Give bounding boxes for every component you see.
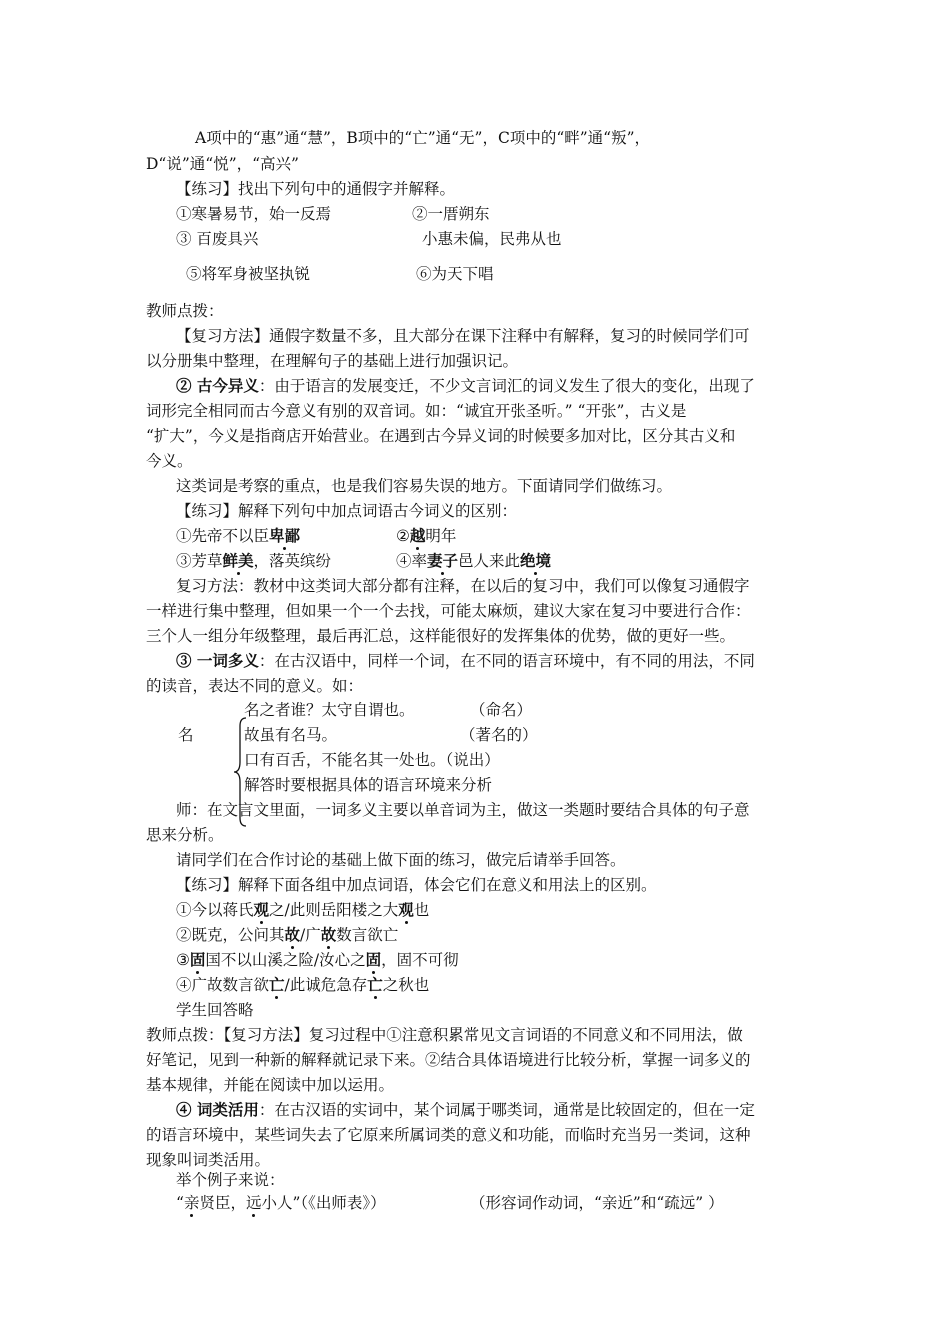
exercise-3-heading: 【练习】解释下面各组中加点词语，体会它们在意义和用法上的区别。: [176, 876, 657, 894]
teacher-remark-line-3: 请同学们在合作讨论的基础上做下面的练习，做完后请举手回答。: [176, 851, 626, 869]
example-2-note: （著名的）: [460, 726, 538, 744]
section-4-line-1: ④ 词类活用：在古汉语的实词中，某个词属于哪类词，通常是比较固定的，但在一定: [176, 1100, 755, 1119]
dotted-word: 越: [409, 526, 426, 545]
exercise-1-item-5: ⑤将军身被坚执锐: [186, 265, 311, 283]
exercise-2-item-3: ③芳草鲜美，落英缤纷: [176, 551, 332, 570]
section-3-line-1: ③ 一词多义：在古汉语中，同样一个词，在不同的语言环境中，有不同的用法，不同: [176, 651, 755, 670]
dotted-word: 观: [253, 900, 270, 919]
dotted-word: 鲜美: [222, 551, 254, 570]
exercise-3-row-4: ④广故数言欲亡/此诚危急存亡之秋也: [176, 975, 430, 994]
exercise-1-item-6: ⑥为天下唱: [416, 265, 494, 283]
dotted-word: 妻子: [427, 551, 459, 570]
dotted-word: 固: [365, 950, 382, 969]
section-2-note: 这类词是考察的重点，也是我们容易失误的地方。下面请同学们做练习。: [176, 477, 673, 495]
section-2-line-4: 今义。: [146, 452, 193, 470]
exercise-2-heading: 【练习】解释下列句中加点词语古今词义的区别：: [176, 502, 518, 520]
student-answer-note: 学生回答略: [176, 1001, 254, 1019]
section-2-line-2: 词形完全相同而古今意义有别的双音词。如：“诚宜开张圣听。” “开张”，古义是: [146, 402, 687, 420]
section-2-line-3: “扩大”，今义是指商店开始营业。在遇到古今异义词的时候要多加对比，区分其古义和: [146, 427, 736, 445]
dotted-word: 故: [320, 925, 337, 944]
dotted-word: 固: [189, 950, 206, 969]
teacher-tip-3-line-3: 基本规律，并能在阅读中加以运用。: [146, 1076, 395, 1094]
dotted-word: 亡: [367, 975, 383, 994]
section-4-example-note: （形容词作动词，“亲近”和“疏远” ）: [470, 1194, 724, 1212]
exercise-2-item-2: ②越明年: [396, 526, 457, 545]
teacher-tip-line-2: 以分册集中整理，在理解句子的基础上进行加强识记。: [146, 352, 519, 370]
dotted-word: 卑鄙: [269, 526, 301, 545]
example-3: 口有百舌，不能名其一处也。（说出）: [244, 751, 500, 769]
section-3-line-2: 的读音，表达不同的意义。如：: [146, 677, 364, 695]
method-2-line-1: 复习方法：教材中这类词大部分都有注释，在以后的复习中，我们可以像复习通假字: [176, 577, 750, 595]
dotted-word: 故: [284, 925, 301, 944]
answer-line-2: D“说”通“悦”，“高兴”: [146, 155, 299, 173]
example-4: 解答时要根据具体的语言环境来分析: [244, 776, 493, 794]
teacher-remark-line-1: 师：在文言文里面，一词多义主要以单音词为主，做这一类题时要结合具体的句子意: [176, 801, 750, 819]
method-2-line-2: 一样进行集中整理，但如果一个一个去找，可能太麻烦，建议大家在复习中要进行合作：: [146, 602, 751, 620]
dotted-word: 亡: [269, 975, 285, 994]
section-2-title: ② 古今异义: [176, 376, 259, 395]
exercise-1-item-4: 小惠未偏，民弗从也: [422, 230, 562, 248]
section-3-title: ③ 一词多义: [176, 651, 259, 670]
exercise-1-item-2: ②一厝朔东: [412, 205, 490, 223]
section-4-line-3: 现象叫词类活用。: [146, 1151, 271, 1169]
example-2: 故虽有名马。: [244, 726, 338, 744]
section-4-title: ④ 词类活用: [176, 1100, 259, 1119]
dotted-word: 观: [398, 900, 414, 919]
exercise-3-row-3: ③固国不以山溪之险/汝心之固，固不可彻: [176, 950, 459, 969]
section-4-example: “亲贤臣，远小人”（《出师表》）: [176, 1194, 386, 1212]
teacher-tip-label: 教师点拨：: [146, 302, 224, 320]
exercise-1-item-3: ③ 百废具兴: [176, 230, 259, 248]
section-4-line-2: 的语言环境中，某些词失去了它原来所属词类的意义和功能，而临时充当另一类词，这种: [146, 1126, 751, 1144]
exercise-3-row-2: ②既克，公问其故/广故数言欲亡: [176, 925, 399, 944]
polysemy-word: 名: [178, 726, 194, 744]
exercise-3-row-1: ①今以蒋氏观之/此则岳阳楼之大观也: [176, 900, 430, 919]
exercise-1-item-1: ①寒暑易节，始一反焉: [176, 205, 332, 223]
example-1-note: （命名）: [470, 701, 533, 719]
exercise-1-heading: 【练习】找出下列句中的通假字并解释。: [176, 180, 456, 198]
teacher-tip-line-1: 【复习方法】通假字数量不多，且大部分在课下注释中有解释，复习的时候同学们可: [176, 327, 750, 345]
dotted-word: 绝境: [520, 551, 552, 570]
section-2-line-1: ② 古今异义：由于语言的发展变迁，不少文言词汇的词义发生了很大的变化，出现了: [176, 376, 755, 395]
dotted-word: 远: [245, 1194, 262, 1212]
teacher-tip-3-line-2: 好笔记，见到一种新的解释就记录下来。②结合具体语境进行比较分析，掌握一词多义的: [146, 1051, 751, 1069]
section-4-line-4: 举个例子来说：: [176, 1171, 285, 1189]
answer-line-1: A项中的“惠”通“慧”，B项中的“亡”通“无”，C项中的“畔”通“叛”，: [195, 129, 651, 147]
teacher-tip-3-line-1: 教师点拨：【复习方法】复习过程中①注意积累常见文言词语的不同意义和不同用法，做: [146, 1026, 743, 1044]
exercise-2-item-4: ④率妻子邑人来此绝境: [396, 551, 552, 570]
dotted-word: 亲: [183, 1194, 200, 1212]
example-1: 名之者谁？太守自谓也。: [244, 701, 415, 719]
teacher-remark-line-2: 思来分析。: [146, 826, 224, 844]
exercise-2-item-1: ①先帝不以臣卑鄙: [176, 526, 301, 545]
method-2-line-3: 三个人一组分年级整理，最后再汇总，这样能很好的发挥集体的优势，做的更好一些。: [146, 627, 736, 645]
